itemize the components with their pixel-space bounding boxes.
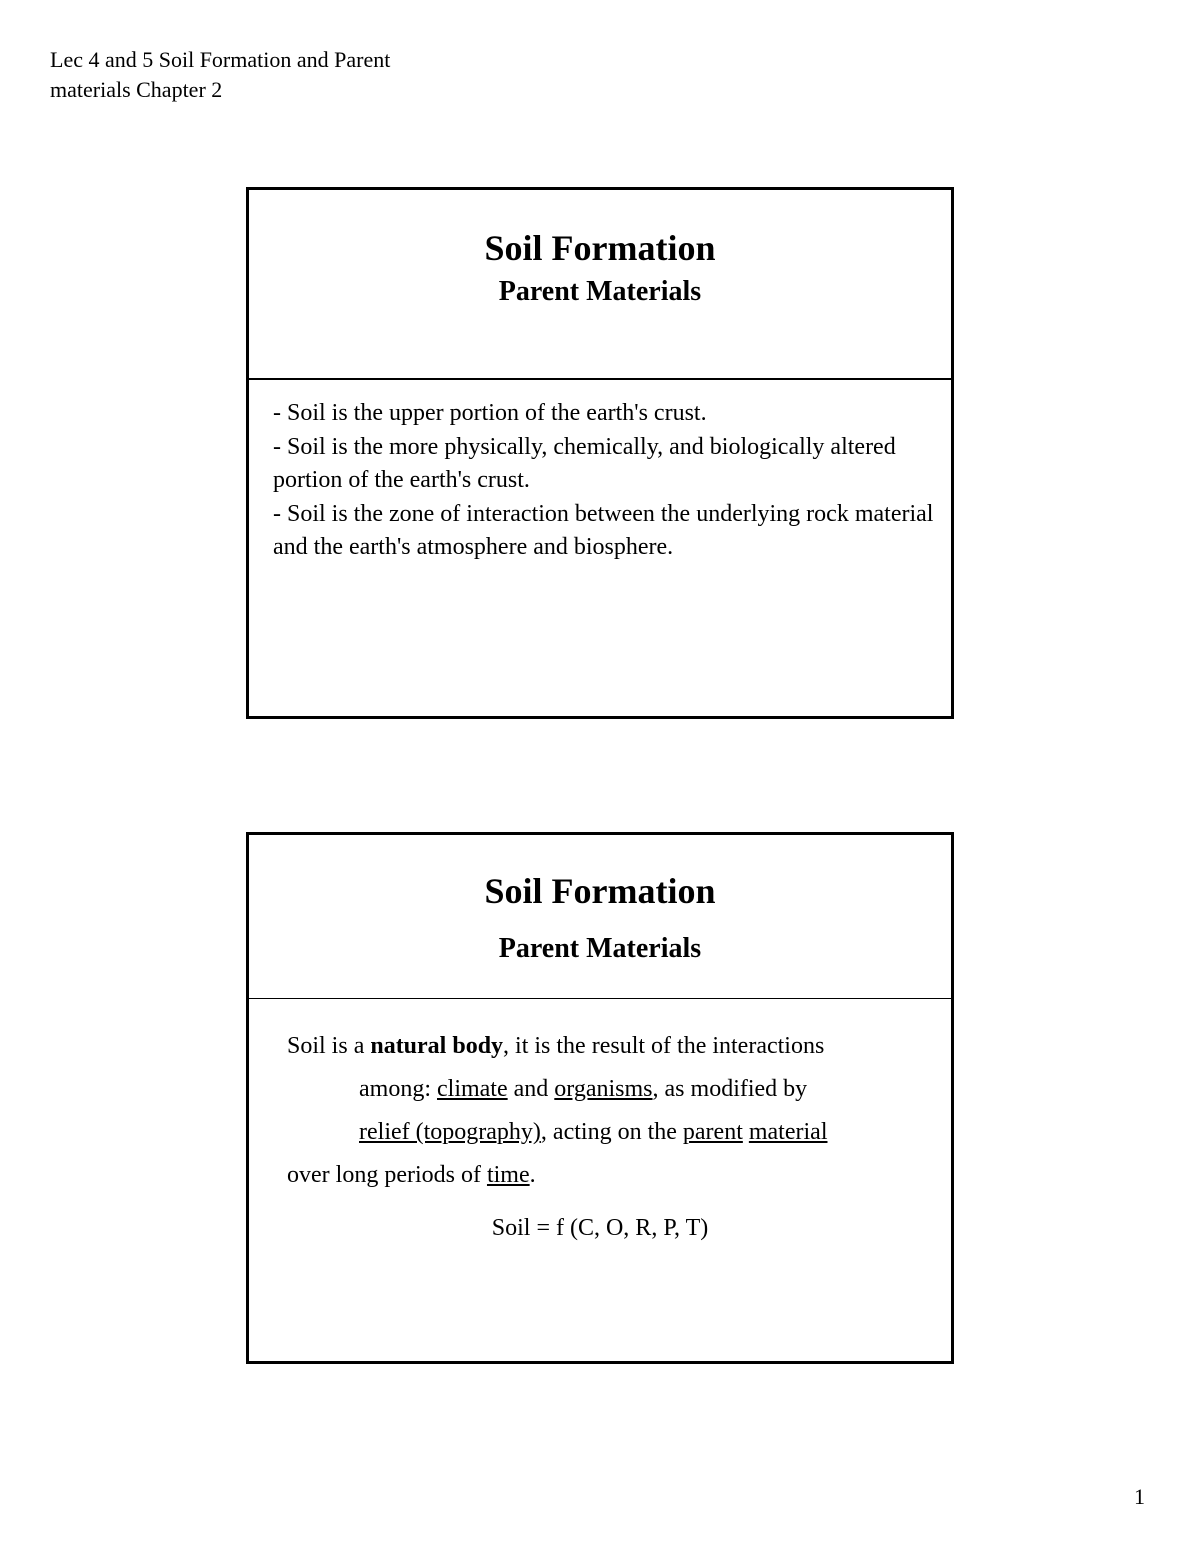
text-run: among: — [359, 1076, 437, 1102]
header-line-1: Lec 4 and 5 Soil Formation and Parent — [50, 47, 391, 72]
body-line-1 — [287, 1025, 937, 1068]
header-line-2: materials Chapter 2 — [50, 77, 223, 102]
term-parent: parent — [682, 1119, 743, 1145]
slide-1-subtitle: Parent Materials — [498, 276, 702, 307]
document-header — [50, 45, 390, 105]
natural-body-emphasis: natural body — [370, 1033, 504, 1059]
term-organisms: organisms — [554, 1076, 653, 1102]
slide-1-bullet: - Soil is the upper portion of the earth's crust. — [273, 400, 707, 426]
body-line-4 — [287, 1154, 937, 1197]
slide-1-bullet: - Soil is the zone of interaction between the underlying rock material and the earth's atmosphere and biosphere. — [273, 500, 934, 560]
term-relief: relief (topography) — [359, 1119, 541, 1145]
slide-1-bullet: - Soil is the more physically, chemically, and biologically altered portion of the earth's crust. — [273, 433, 896, 493]
slide-1-title-area — [249, 190, 951, 380]
slide-2 — [246, 832, 954, 1364]
body-line-3 — [287, 1111, 937, 1154]
page-number: 1 — [1134, 1484, 1145, 1509]
slide-1 — [246, 187, 954, 719]
text-run: , it is the result of the interactions — [503, 1033, 825, 1059]
term-climate: climate — [437, 1076, 508, 1102]
soil-formula: Soil = f (C, O, R, P, T) — [491, 1215, 709, 1241]
body-line-2 — [287, 1068, 937, 1111]
slide-2-body — [287, 1025, 937, 1197]
text-run: . — [529, 1162, 536, 1188]
slide-1-title: Soil Formation — [484, 228, 716, 268]
text-run: , acting on the — [540, 1119, 683, 1145]
term-time: time — [486, 1162, 530, 1188]
text-run: Soil is a — [287, 1033, 371, 1059]
slide-2-subtitle: Parent Materials — [498, 933, 702, 964]
text-run: over long periods of — [287, 1162, 487, 1188]
slide-2-title: Soil Formation — [484, 871, 716, 911]
slide-2-title-area — [249, 835, 951, 999]
text-run: , as modified by — [652, 1076, 808, 1102]
text-run: and — [507, 1076, 555, 1102]
slide-1-body — [273, 397, 937, 565]
term-material: material — [748, 1119, 828, 1145]
